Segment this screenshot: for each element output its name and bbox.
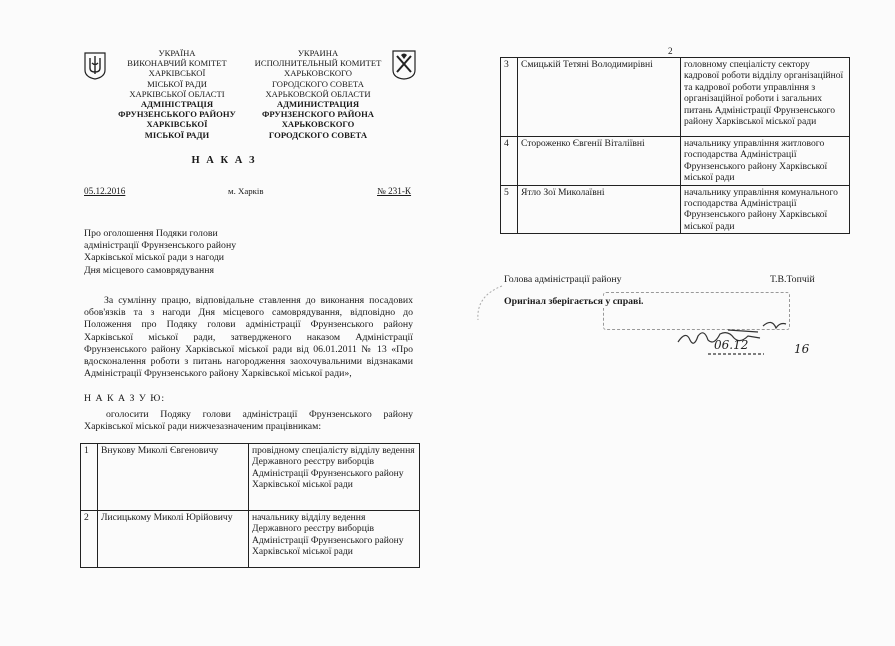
subject-line: Дня місцевого самоврядування: [84, 264, 214, 276]
signer-title: Голова адміністрації району: [504, 274, 622, 285]
header-line: УКРАЇНА: [158, 48, 196, 58]
employee-position: начальнику відділу ведення Державного реєстру виборців Адміністрації Фрунзенського району Харківської міської ради: [249, 511, 420, 568]
handwritten-number: 16: [794, 342, 810, 356]
kharkiv-emblem-icon: [392, 50, 416, 80]
employee-position: провідному спеціалісту відділу ведення Державного реєстру виборців Адміністрації Фрунзенського району Харківської міської ради: [249, 444, 420, 511]
doc-date: 05.12.2016: [84, 186, 126, 196]
subject-line: Харківської міської ради з нагоди: [84, 252, 225, 264]
copy-note: Оригінал зберігається у справі.: [504, 296, 644, 307]
header-line: ХАРКІВСЬКОЇ ОБЛАСТІ: [129, 88, 225, 99]
row-number: 1: [81, 444, 98, 511]
doc-city: м. Харків: [228, 186, 264, 196]
doc-number: № 231-К: [377, 186, 412, 196]
doc-type: Н А К А З: [191, 155, 257, 166]
employee-position: начальнику управління комунального господарства Адміністрації Фрунзенського району Харківської міської ради: [681, 185, 850, 234]
trident-emblem-icon: [84, 52, 106, 80]
stamp-arc-icon: [468, 282, 508, 322]
header-line: ИСПОЛНИТЕЛЬНЫЙ КОМИТЕТ: [254, 58, 382, 69]
header-line: ФРУНЗЕНСЬКОГО РАЙОНУ: [118, 109, 236, 120]
header-line: МІСЬКОЇ РАДИ: [144, 129, 210, 140]
header-line: ГОРОДСКОГО СОВЕТА: [268, 129, 368, 140]
header-rus: [252, 48, 384, 140]
employee-table: [80, 443, 420, 568]
doc-subject: [84, 228, 324, 277]
order-word: Н А К А З У Ю:: [84, 393, 166, 404]
employee-name: Стороженко Євгенії Віталіївні: [518, 137, 681, 186]
subject-line: Про оголошення Подяки голови: [84, 228, 218, 239]
employee-position: начальнику управління житлового господарства Адміністрації Фрунзенського району Харківської міської ради: [681, 137, 850, 186]
header-line: ФРУНЗЕНСКОГО РАЙОНА: [262, 109, 374, 120]
page-2: [448, 0, 895, 646]
employee-table-continued: [500, 57, 850, 234]
header-line: ХАРЬКОВСКОГО: [281, 119, 355, 130]
subject-line: адміністрації Фрунзенського району: [84, 240, 237, 252]
page-number: 2: [668, 46, 673, 56]
header-line: ХАРЬКОВСКОГО: [284, 68, 352, 79]
employee-name: Ятло Зої Миколаївні: [518, 185, 681, 234]
header-ukr: [112, 48, 242, 140]
header-line: МІСЬКОЇ РАДИ: [147, 78, 207, 89]
table-row: [501, 58, 850, 137]
header-line: АДМІНІСТРАЦІЯ: [140, 99, 214, 110]
employee-position: головному спеціалісту сектору кадрової роботи відділу організаційної та кадрової роботи управління з організаційної роботи і загальних питань Адміністрації Фрунзенського району Харківської міської ради: [681, 58, 850, 137]
table-row: [501, 137, 850, 186]
header-line: ХАРКІВСЬКОЇ: [148, 68, 206, 79]
header-line: ХАРЬКОВСКОЙ ОБЛАСТИ: [265, 88, 371, 99]
row-number: 4: [501, 137, 518, 186]
order-text: оголосити Подяку голови адміністрації Фрунзенського району Харківської міської ради нижчезазначеним працівникам:: [84, 409, 413, 433]
row-number: 3: [501, 58, 518, 137]
doc-body: За сумлінну працю, відповідальне ставлення до виконання посадових обов'язків та з нагоди Дня місцевого самоврядування, відповідно до Положення про Подяку голови адміністрації Фрунзенського району Харківської міської ради, затвердженого наказом Адміністрації Фрунзенського району Харківської міської ради від 06.01.2011 № 13 «Про вдосконалення роботи з питань нагородження заохочувальними відзнаками Адміністрації Фрунзенського району Харківської міської ради»,: [84, 295, 413, 380]
header-line: АДМИНИСТРАЦИЯ: [276, 99, 360, 110]
table-row: [501, 185, 850, 234]
header-line: ХАРКІВСЬКОЇ: [146, 119, 208, 130]
employee-name: Смицькій Тетяні Володимирівні: [518, 58, 681, 137]
header-line: УКРАИНА: [297, 48, 339, 58]
employee-name: Внукову Миколі Євгеновичу: [98, 444, 249, 511]
handwritten-date: 06.12: [714, 338, 749, 352]
row-number: 2: [81, 511, 98, 568]
row-number: 5: [501, 185, 518, 234]
header-line: ГОРОДСКОГО СОВЕТА: [272, 78, 364, 89]
employee-name: Лисицькому Миколі Юрійовичу: [98, 511, 249, 568]
table-row: [81, 444, 420, 511]
signer-name: Т.В.Топчій: [770, 274, 815, 285]
header-line: ВИКОНАВЧИЙ КОМІТЕТ: [127, 58, 227, 69]
table-row: [81, 511, 420, 568]
